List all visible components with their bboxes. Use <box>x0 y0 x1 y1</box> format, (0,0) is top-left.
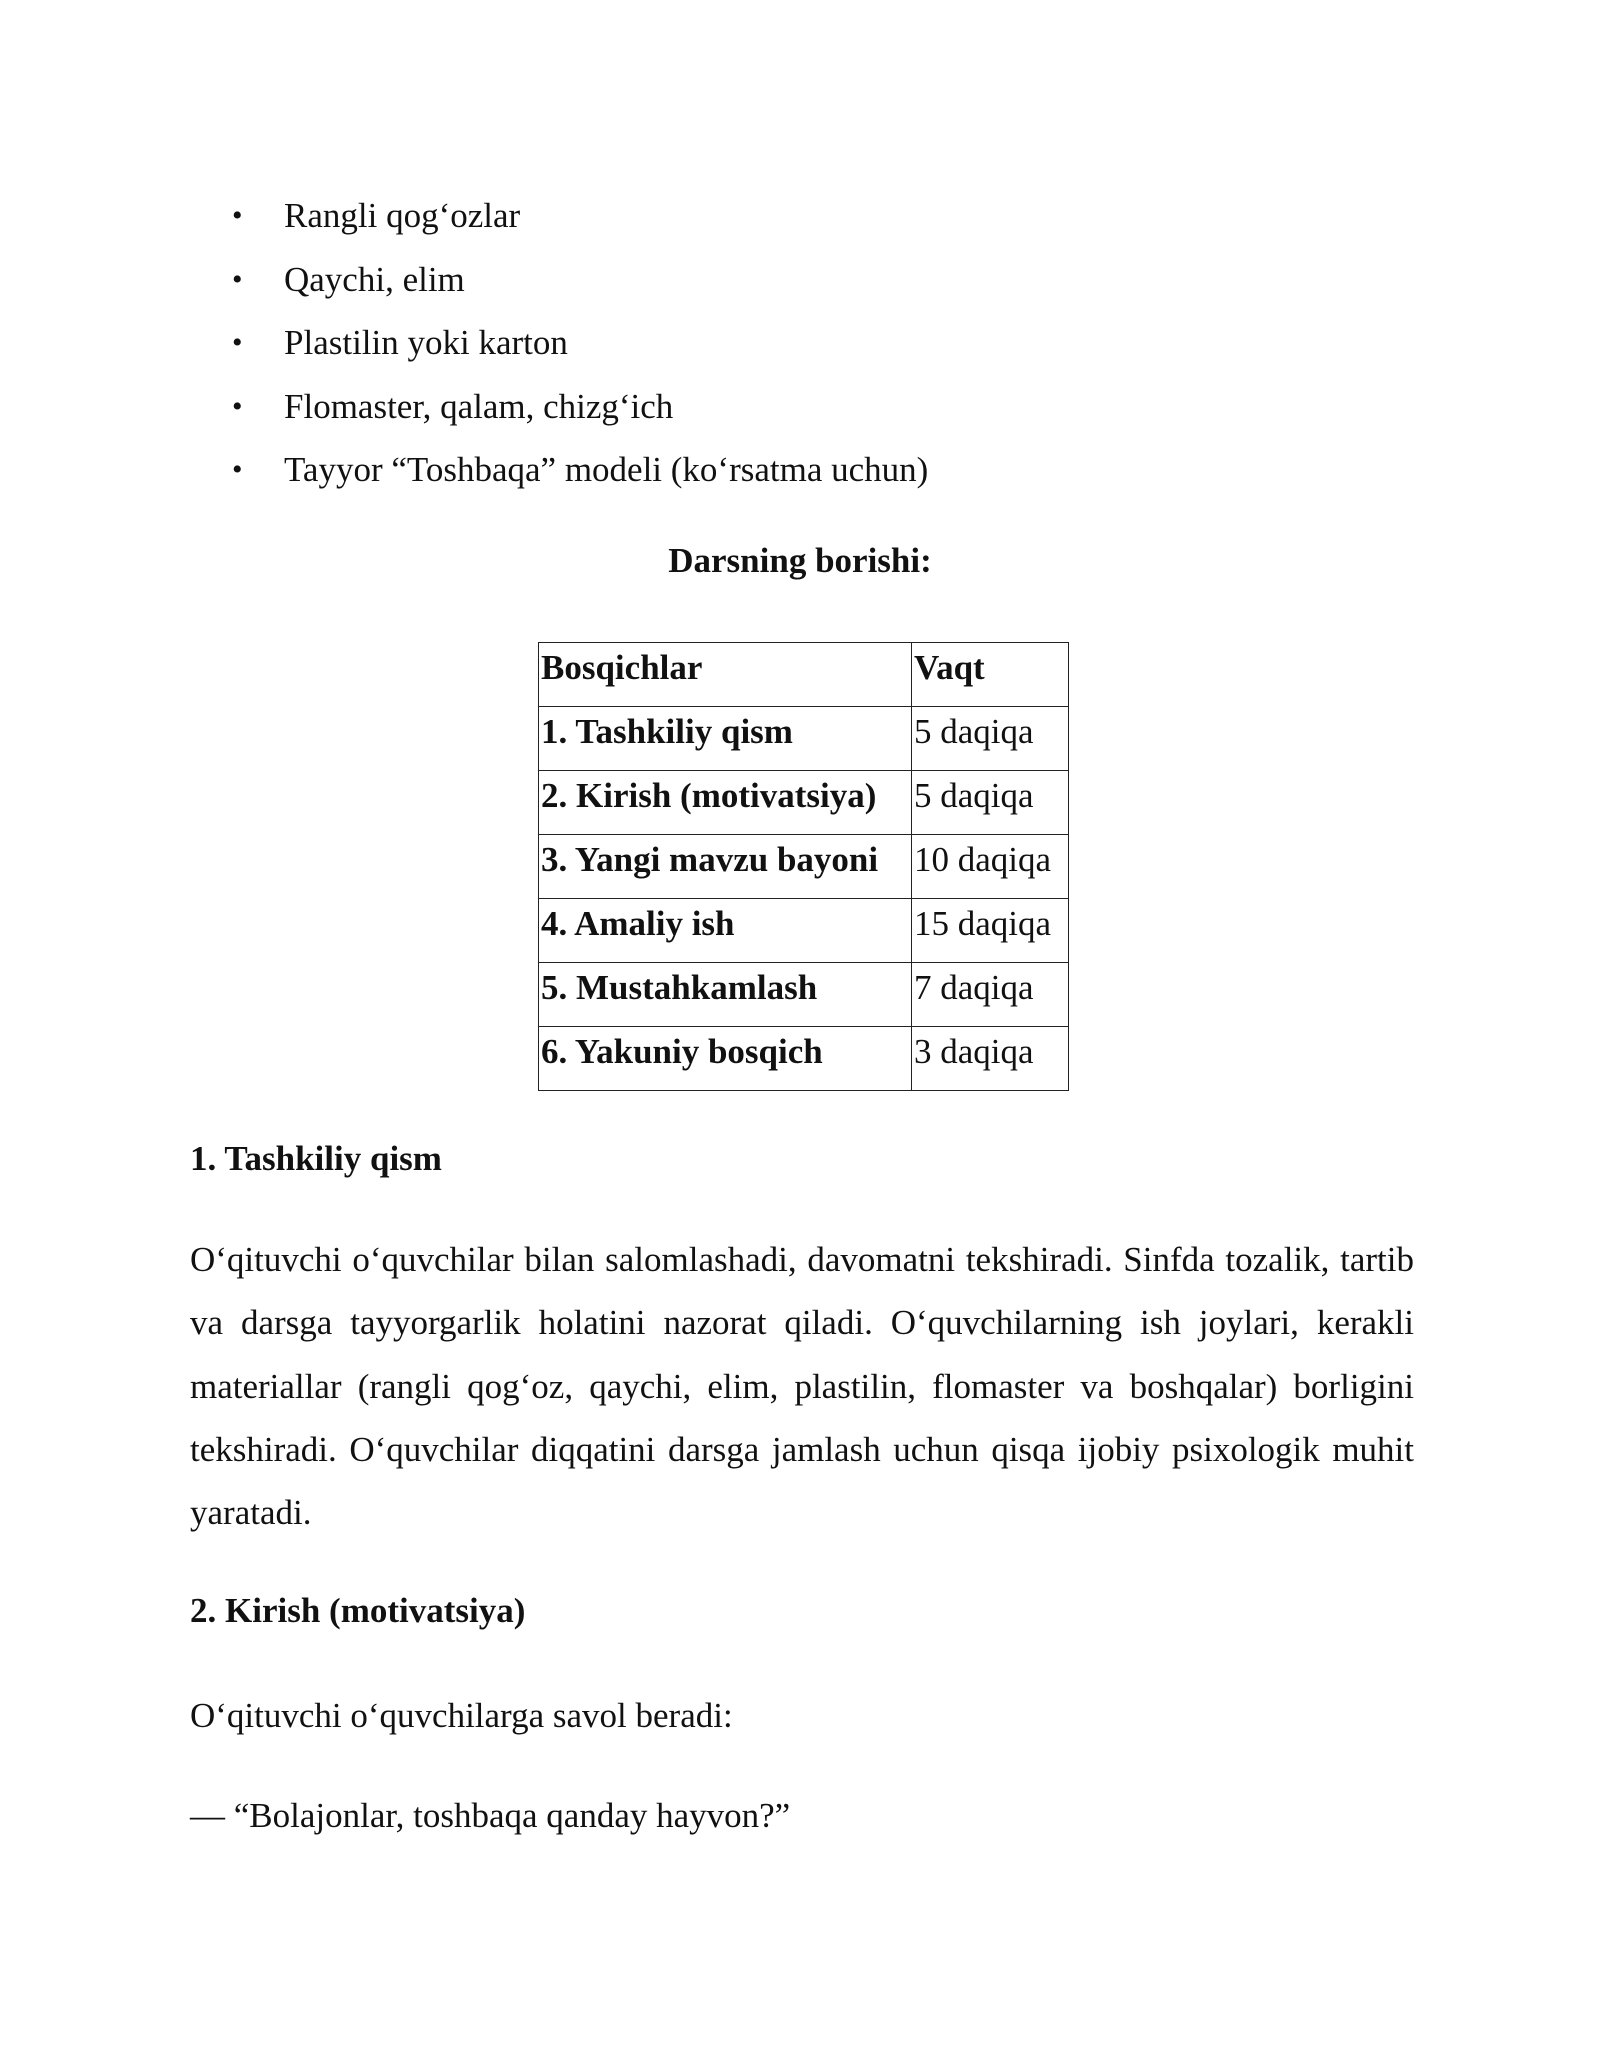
list-item: • Rangli qog‘ozlar <box>232 184 928 248</box>
time-cell: 5 daqiqa <box>912 771 1069 835</box>
section-heading-organizational: 1. Tashkiliy qism <box>190 1139 442 1178</box>
lesson-steps-table <box>538 642 1069 1091</box>
bullet-icon: • <box>232 199 243 232</box>
motivation-question: — “Bolajonlar, toshbaqa qanday hayvon?” <box>190 1796 791 1835</box>
bullet-icon: • <box>232 262 243 296</box>
table-row <box>539 771 1069 835</box>
organizational-paragraph: O‘qituvchi o‘quvchilar bilan salomlashadi, davomatni tekshiradi. Sinfda tozalik, tartib va darsga tayyorgarlik holatini nazorat qiladi. O‘quvchilarning ish joylari, kerakli materiallar (rangli qog‘oz, qaychi, elim, plastilin, flomaster va boshqalar) borligini tekshiradi. O‘quvchilar diqqatini darsga jamlash uchun qisqa ijobiy psixologik muhit yaratadi. <box>190 1240 1414 1533</box>
time-cell: 15 daqiqa <box>912 899 1069 963</box>
stage-cell: 3. Yangi mavzu bayoni <box>539 835 912 899</box>
time-cell: 10 daqiqa <box>912 835 1069 899</box>
header-cell-time: Vaqt <box>912 643 1069 707</box>
bullet-icon: • <box>232 453 243 486</box>
table-header-row <box>539 643 1069 707</box>
table-row <box>539 963 1069 1027</box>
list-item: • Plastilin yoki karton <box>232 311 928 375</box>
section-heading-motivation: 2. Kirish (motivatsiya) <box>190 1591 526 1630</box>
bullet-icon: • <box>232 326 243 359</box>
table-row <box>539 1027 1069 1091</box>
list-item: • Qaychi, elim <box>232 248 928 312</box>
stage-cell: 4. Amaliy ish <box>539 899 912 963</box>
stage-cell: 2. Kirish (motivatsiya) <box>539 771 912 835</box>
time-cell: 5 daqiqa <box>912 707 1069 771</box>
stage-cell: 1. Tashkiliy qism <box>539 707 912 771</box>
stage-cell: 6. Yakuniy bosqich <box>539 1027 912 1091</box>
table-row <box>539 707 1069 771</box>
stage-cell: 5. Mustahkamlash <box>539 963 912 1027</box>
time-cell: 3 daqiqa <box>912 1027 1069 1091</box>
lesson-flow-title: Darsning borishi: <box>668 541 932 580</box>
list-item: • Tayyor “Toshbaqa” modeli (ko‘rsatma uchun) <box>232 438 928 502</box>
bullet-icon: • <box>232 389 243 423</box>
motivation-intro: O‘qituvchi o‘quvchilarga savol beradi: <box>190 1696 733 1735</box>
materials-list <box>232 184 928 502</box>
header-cell-stages: Bosqichlar <box>539 643 912 707</box>
table-row <box>539 835 1069 899</box>
list-item: • Flomaster, qalam, chizg‘ich <box>232 375 928 439</box>
table-row <box>539 899 1069 963</box>
time-cell: 7 daqiqa <box>912 963 1069 1027</box>
